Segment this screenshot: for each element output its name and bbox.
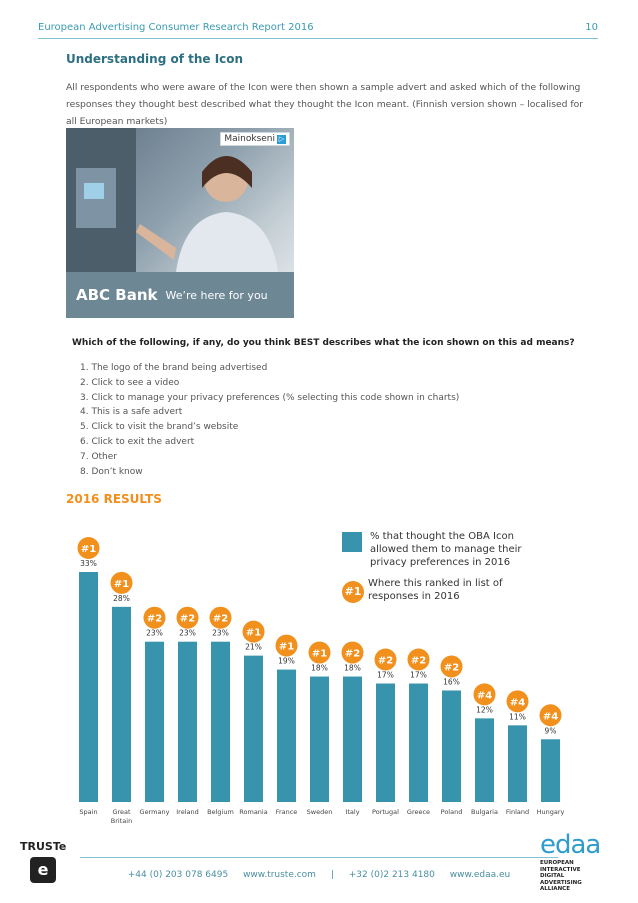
answer-option: 5. Click to visit the brand’s website	[80, 422, 239, 433]
bar-romania	[244, 656, 263, 802]
rank-label: #4	[509, 697, 526, 709]
category-label: Finland	[505, 808, 530, 816]
footer-link-edaa[interactable]: www.edaa.eu	[449, 870, 511, 880]
category-label: Great	[112, 808, 131, 816]
category-label: Portugal	[372, 808, 399, 816]
answer-option: 7. Other	[80, 451, 118, 462]
adchoices-label: Mainokseni	[224, 134, 275, 144]
rank-label: #1	[80, 544, 97, 555]
bar-belgium	[211, 642, 230, 802]
category-label: Italy	[345, 808, 360, 816]
category-label: France	[275, 808, 298, 816]
rank-label: #2	[443, 662, 460, 674]
value-label: 28%	[113, 593, 130, 603]
rank-label: #4	[542, 711, 559, 723]
category-label: Bulgaria	[471, 808, 498, 816]
truste-wordmark: TRUSTe	[20, 840, 67, 853]
category-label: Greece	[406, 808, 431, 816]
footer-link-truste[interactable]: www.truste.com	[243, 870, 316, 880]
rank-label: #2	[344, 648, 361, 660]
results-bar-chart	[70, 530, 570, 830]
bar-france	[277, 670, 296, 802]
category-label: Germany	[139, 808, 170, 816]
answer-option: 2. Click to see a video	[80, 377, 180, 388]
adchoices-badge[interactable]	[220, 132, 290, 146]
rank-label: #1	[311, 648, 328, 660]
answer-option: 1. The logo of the brand being advertised	[80, 363, 268, 373]
value-label: 21%	[245, 642, 262, 652]
results-title: 2016 RESULTS	[66, 492, 162, 506]
category-label: Belgium	[207, 808, 234, 816]
rank-label: #4	[476, 690, 493, 702]
value-label: 23%	[146, 628, 163, 638]
report-title: European Advertising Consumer Research Report 2016	[38, 22, 314, 33]
footer-phone-uk: +44 (0) 203 078 6495	[127, 870, 229, 880]
legend-rank-text: Where this ranked in list of responses in 2016	[368, 578, 503, 602]
footer-divider	[80, 857, 558, 858]
answer-option: 6. Click to exit the advert	[80, 436, 195, 447]
bar-poland	[442, 690, 461, 802]
value-label: 23%	[179, 628, 196, 638]
bar-great-britain	[112, 607, 131, 802]
rank-label: #1	[278, 641, 295, 653]
category-label: Spain	[79, 808, 98, 816]
truste-logo	[20, 840, 66, 883]
edaa-logo	[540, 830, 600, 893]
edaa-subtitle: EUROPEAN INTERACTIVE DIGITAL ADVERTISING ALLIANCE	[540, 860, 582, 892]
bar-finland	[508, 725, 527, 802]
rank-label: #2	[410, 655, 427, 667]
survey-question: Which of the following, if any, do you think BEST describes what the icon shown on this ad means?	[72, 338, 575, 348]
footer-separator: |	[330, 870, 334, 880]
rank-label: #2	[377, 655, 394, 667]
bar-germany	[145, 642, 164, 802]
rank-label: #1	[113, 578, 130, 590]
answer-option: 8. Don’t know	[80, 466, 143, 477]
bar-hungary	[541, 739, 560, 802]
bar-greece	[409, 684, 428, 802]
value-label: 11%	[509, 712, 526, 722]
value-label: 16%	[443, 677, 460, 687]
section-title: Understanding of the Icon	[66, 52, 244, 66]
sample-advert	[66, 128, 294, 318]
answer-option: 4. This is a safe advert	[80, 407, 183, 418]
value-label: 18%	[311, 663, 328, 673]
value-label: 12%	[476, 705, 493, 715]
footer-phone-be: +32 (0)2 213 4180	[348, 870, 435, 880]
bar-spain	[79, 572, 98, 802]
page-number: 10	[585, 22, 598, 33]
value-label: 17%	[377, 670, 394, 680]
answer-options	[80, 361, 459, 479]
adchoices-icon: ▷	[278, 134, 285, 143]
value-label: 33%	[80, 559, 97, 568]
category-label: Ireland	[176, 808, 199, 816]
answer-option: 3. Click to manage your privacy preferences (% selecting this code shown in charts)	[80, 392, 460, 403]
bar-bulgaria	[475, 718, 494, 802]
bar-portugal	[376, 684, 395, 802]
rank-label: #2	[212, 613, 229, 625]
bar-sweden	[310, 677, 329, 802]
value-label: 9%	[544, 726, 557, 736]
value-label: 18%	[344, 663, 361, 673]
intro-paragraph: All respondents who were aware of the Icon were then shown a sample advert and asked which of the following responses they thought best described what they thought the Icon meant. (Finnish version shown – localised for all European markets)	[66, 82, 584, 127]
edaa-wordmark: edaa	[540, 830, 601, 860]
advert-photo	[66, 128, 294, 272]
category-label: Britain	[110, 817, 133, 825]
value-label: 19%	[278, 656, 295, 666]
legend-bar-text: % that thought the OBA Icon allowed them to manage their privacy preferences in 2016	[370, 531, 522, 568]
header-divider	[38, 38, 598, 39]
category-label: Hungary	[536, 808, 565, 816]
value-label: 17%	[410, 670, 427, 680]
truste-mark-icon: e	[30, 857, 56, 883]
rank-label: #1	[245, 627, 262, 639]
legend-rank-badge: #1	[342, 581, 364, 603]
category-label: Sweden	[306, 808, 333, 816]
advert-brand: ABC Bank	[76, 286, 158, 304]
category-label: Romania	[239, 808, 268, 816]
category-label: Poland	[440, 808, 463, 816]
advert-tagline: We’re here for you	[165, 288, 268, 302]
rank-label: #2	[179, 613, 196, 625]
bar-italy	[343, 677, 362, 802]
rank-label: #2	[146, 613, 163, 625]
value-label: 23%	[212, 628, 229, 638]
advert-banner	[66, 272, 294, 318]
bar-ireland	[178, 642, 197, 802]
